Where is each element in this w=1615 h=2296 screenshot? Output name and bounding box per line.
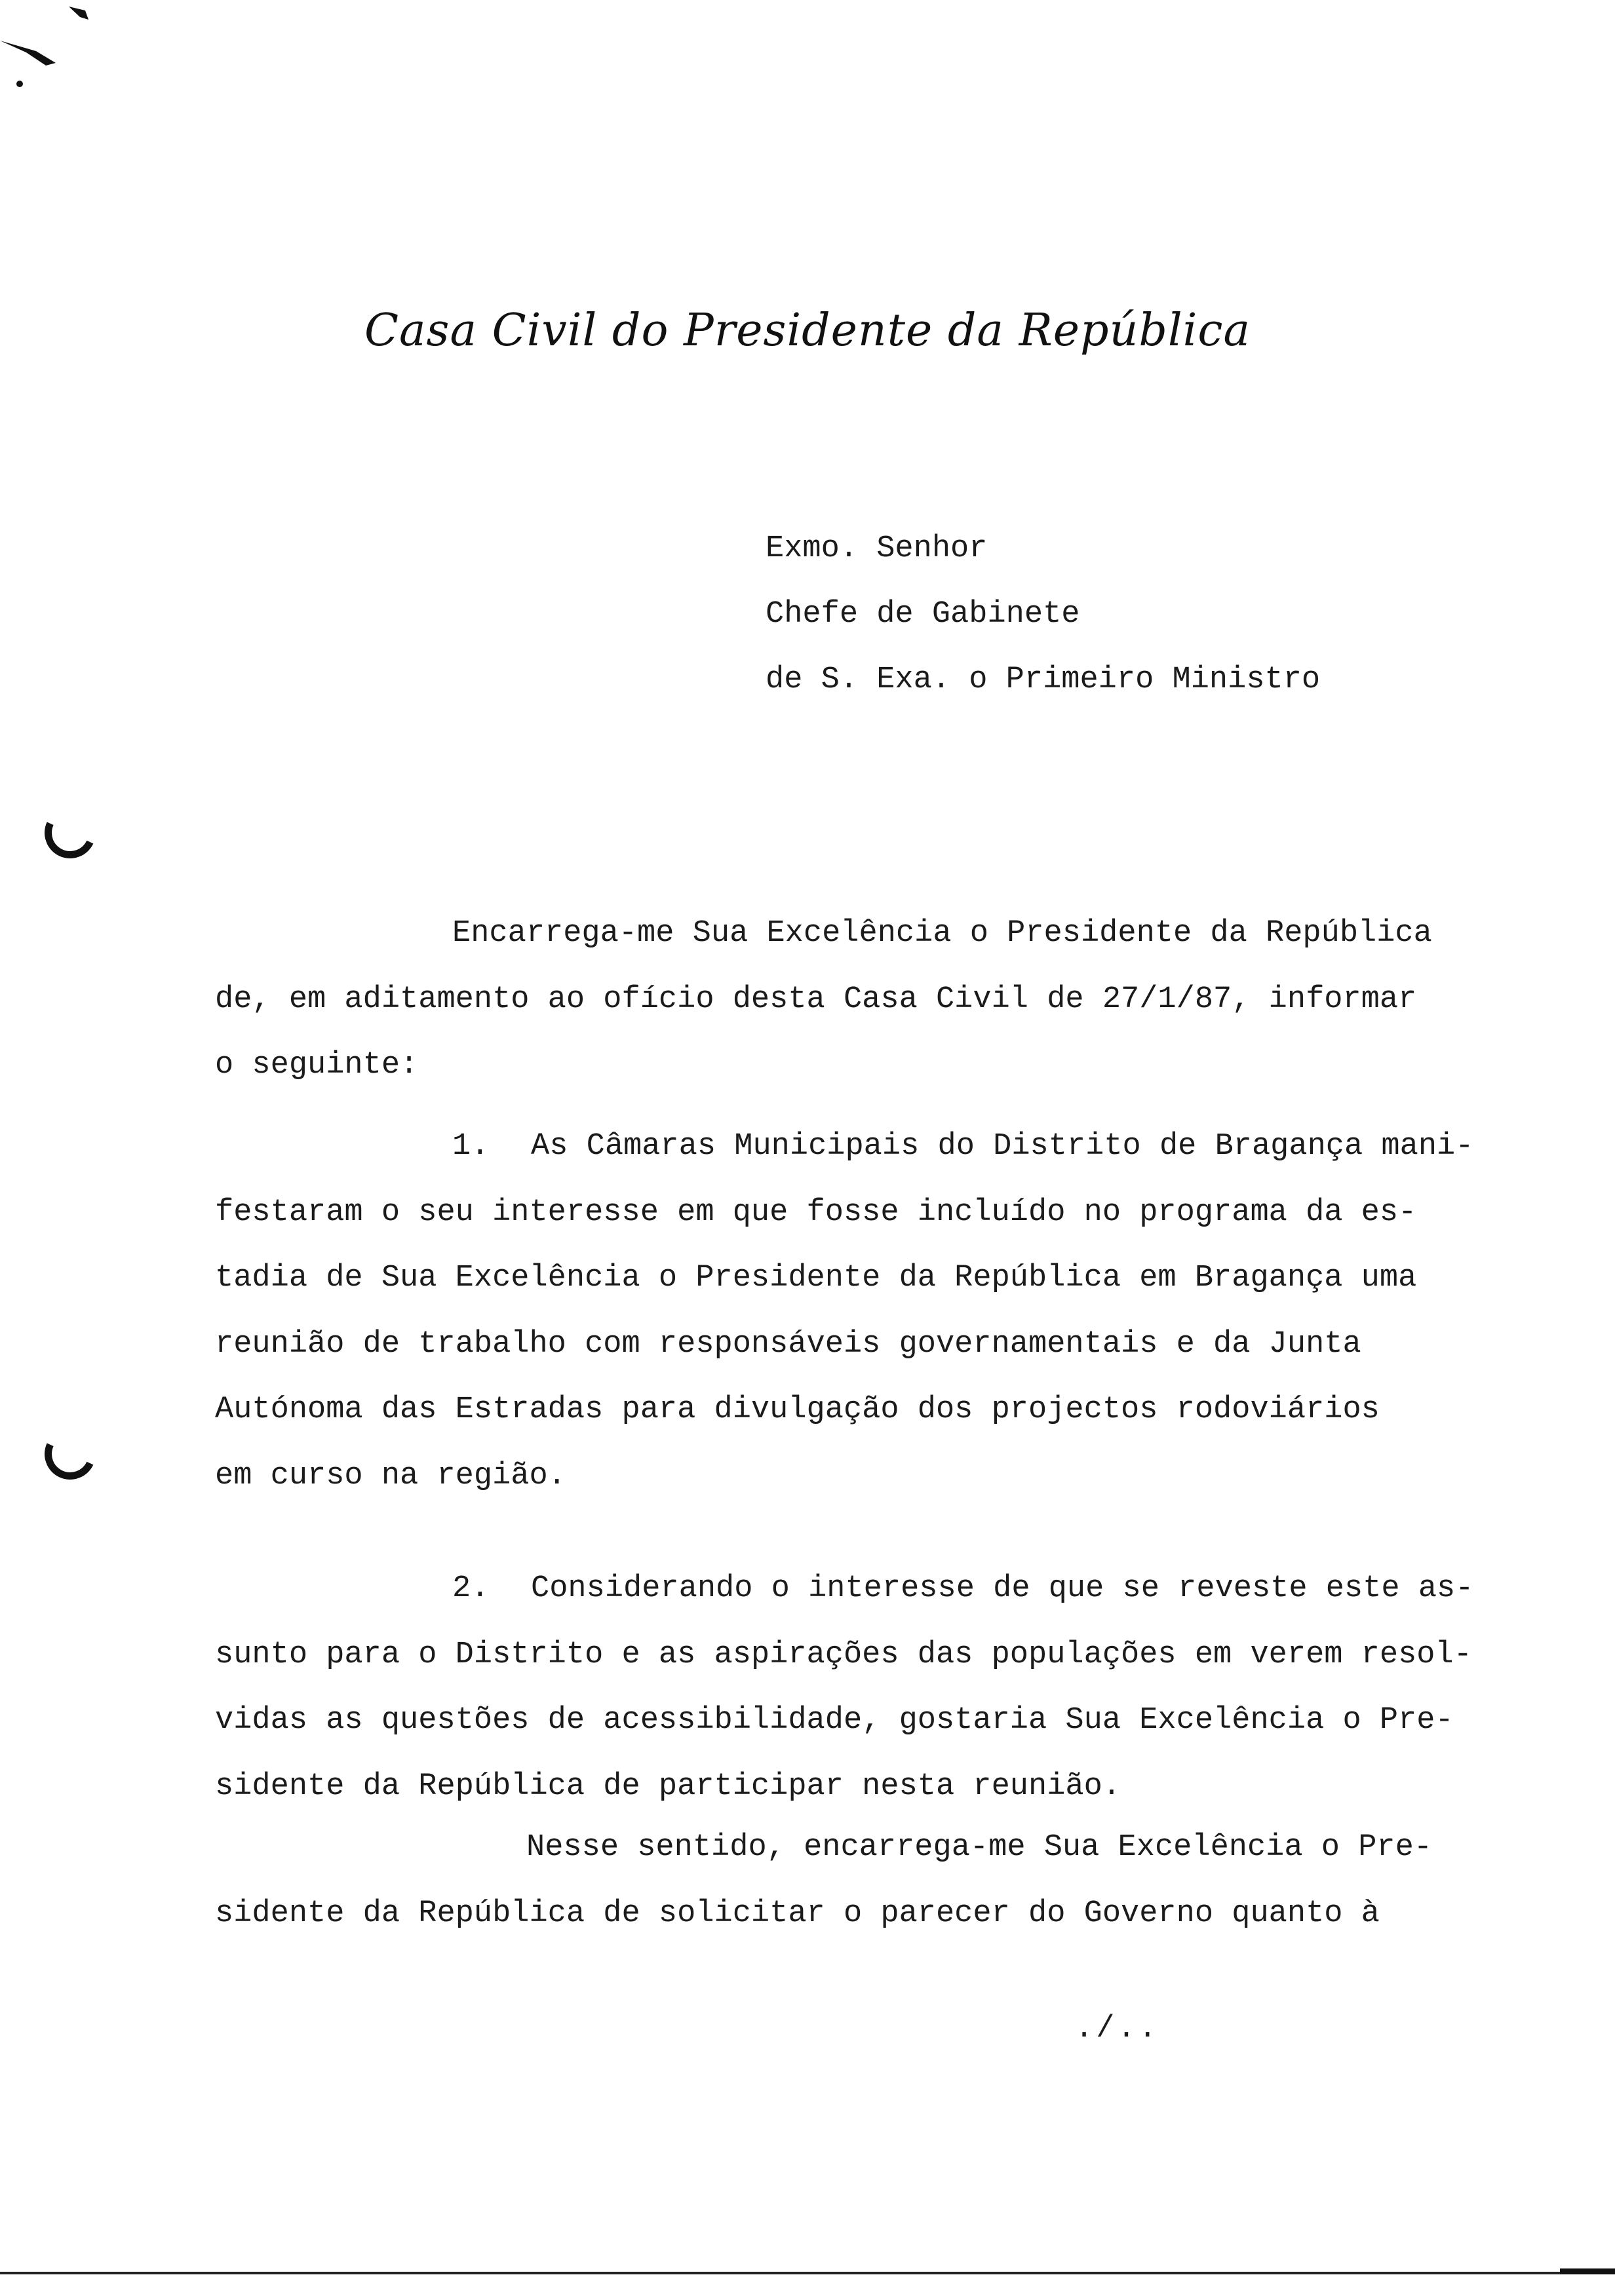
paragraph-line [215, 1556, 1532, 1622]
paragraph-line: tadia de Sua Excelência o Presidente da República em Bragança uma [215, 1261, 1417, 1295]
addressee-line: Exmo. Senhor [766, 531, 988, 566]
line-text: Considerando o interesse de que se reveste este as- [531, 1571, 1474, 1606]
scan-mark-top-left [0, 0, 92, 98]
item-number: 2. [452, 1571, 490, 1606]
line-text: As Câmaras Municipais do Distrito de Bragança mani- [531, 1129, 1474, 1164]
item-1-paragraph [215, 1114, 1532, 1509]
paragraph-line: Nesse sentido, encarrega-me Sua Excelência o Pre- [526, 1830, 1433, 1865]
letterhead: Casa Civil do Presidente da República [364, 305, 1251, 356]
addressee-block [766, 516, 1320, 713]
intro-paragraph [215, 901, 1532, 1099]
paragraph-3 [215, 1815, 1532, 1947]
paragraph-line: sunto para o Distrito e as aspirações das populações em verem resol- [215, 1637, 1472, 1672]
paragraph-line: reunião de trabalho com responsáveis governamentais e da Junta [215, 1326, 1361, 1362]
paragraph-line: de, em aditamento ao ofício desta Casa Civil de 27/1/87, informar [215, 982, 1417, 1017]
scan-edge-line [0, 2272, 1615, 2274]
margin-mark [37, 800, 103, 866]
addressee-line: de S. Exa. o Primeiro Ministro [766, 662, 1321, 697]
paragraph-line: Autónoma das Estradas para divulgação dos projectos rodoviários [215, 1392, 1380, 1427]
paragraph-line: o seguinte: [215, 1048, 419, 1082]
item-2-paragraph [215, 1556, 1532, 1820]
paragraph-line: sidente da República de solicitar o parecer do Governo quanto à [215, 1896, 1380, 1931]
addressee-line: Chefe de Gabinete [766, 597, 1080, 632]
item-number: 1. [452, 1129, 490, 1164]
paragraph-line: Encarrega-me Sua Excelência o Presidente da República [452, 916, 1432, 951]
paragraph-line: em curso na região. [215, 1458, 566, 1493]
paragraph-line: festaram o seu interesse em que fosse incluído no programa da es- [215, 1195, 1417, 1230]
margin-mark [37, 1421, 103, 1487]
paragraph-line [215, 1114, 1532, 1180]
scan-edge-mark [1560, 2268, 1615, 2274]
paragraph-line: sidente da República de participar nesta reunião. [215, 1769, 1121, 1804]
paragraph-line: vidas as questões de acessibilidade, gostaria Sua Excelência o Pre- [215, 1703, 1454, 1738]
continuation-mark: ./.. [1075, 2012, 1159, 2046]
